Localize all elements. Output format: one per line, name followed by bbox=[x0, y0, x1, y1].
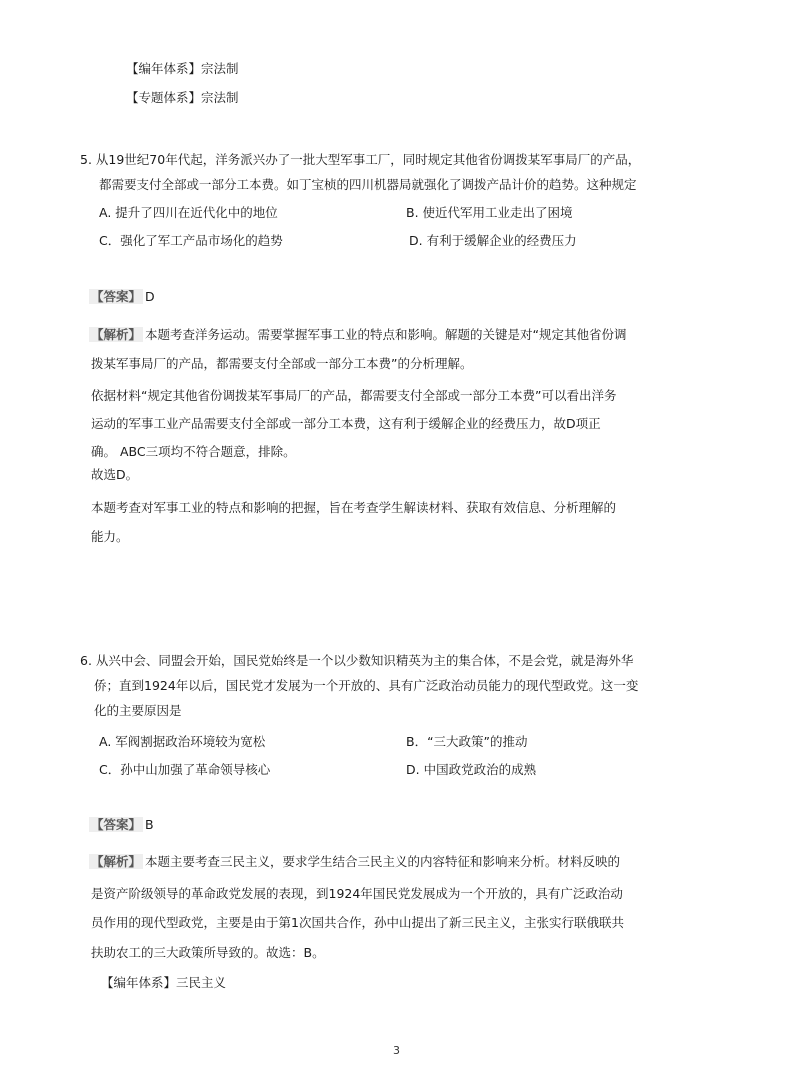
q6-option-d: D. 中国政党政治的成熟 bbox=[406, 762, 537, 777]
q5-option-d: D. 有利于缓解企业的经费压力 bbox=[409, 233, 577, 248]
q6-analysis-tag: 【解析】 bbox=[91, 854, 142, 869]
q5-analysis-line1: 【解析】 本题考查洋务运动。需要掌握军事工业的特点和影响。解题的关键是对“规定其他省份调 bbox=[91, 327, 627, 342]
q5-stem-line2: 都需要支付全部或一部分工本费。如丁宝桢的四川机器局就强化了调拨产品计价的趋势。这种规定 bbox=[99, 177, 637, 192]
q5-analysis-line2: 拨某军事局厂的产品，都需要支付全部或一部分工本费”的分析理解。 bbox=[91, 356, 473, 371]
page-number: 3 bbox=[393, 1044, 400, 1057]
q5-option-b: B. 使近代军用工业走出了困境 bbox=[406, 205, 573, 220]
q6-answer-tag: 【答案】 bbox=[91, 817, 142, 832]
q5-option-a: A. 提升了四川在近代化中的地位 bbox=[99, 205, 278, 220]
q6-chronology-system: 【编年体系】三民主义 bbox=[101, 975, 227, 990]
q5-analysis-line7: 本题考查对军事工业的特点和影响的把握，旨在考查学生解读材料、获取有效信息、分析理解的 bbox=[91, 500, 617, 515]
q6-analysis-line2: 是资产阶级领导的革命政党发展的表现，到1924年国民党发展成为一个开放的，具有广泛政治动 bbox=[91, 886, 623, 901]
q6-option-c: C．孙中山加强了革命领导核心 bbox=[99, 762, 271, 777]
q6-answer bbox=[89, 816, 154, 834]
q6-analysis-line4: 扶助农工的三大政策所导致的。故选：B。 bbox=[91, 945, 325, 960]
q5-answer-value: D bbox=[145, 289, 155, 304]
chronology-system-line: 【编年体系】宗法制 bbox=[126, 61, 239, 76]
q5-answer bbox=[89, 288, 155, 306]
q6-answer-value: B bbox=[145, 817, 154, 832]
q5-analysis-tag: 【解析】 bbox=[91, 327, 142, 342]
q5-answer-tag: 【答案】 bbox=[91, 289, 142, 304]
q5-analysis-line8: 能力。 bbox=[91, 529, 129, 544]
q5-analysis-line6: 故选D。 bbox=[91, 467, 139, 482]
q5-stem-line1: 5. 从19世纪70年代起，洋务派兴办了一批大型军事工厂，同时规定其他省份调拨某军事局厂的产品， bbox=[80, 152, 641, 167]
q5-analysis-line3: 依据材料“规定其他省份调拨某军事局厂的产品，都需要支付全部或一部分工本费”可以看出洋务 bbox=[91, 388, 617, 403]
q6-option-a: A. 军阀割据政治环境较为宽松 bbox=[99, 734, 266, 749]
q5-analysis-line5: 确。 ABC三项均不符合题意，排除。 bbox=[91, 444, 296, 459]
topic-system-line: 【专题体系】宗法制 bbox=[126, 90, 239, 105]
q6-option-b: B．“三大政策”的推动 bbox=[406, 734, 528, 749]
q6-analysis-line1: 【解析】 本题主要考查三民主义，要求学生结合三民主义的内容特征和影响来分析。材料反映的 bbox=[91, 854, 621, 869]
q5-option-c: C．强化了军工产品市场化的趋势 bbox=[99, 233, 283, 248]
q6-stem-line2: 侨；直到1924年以后，国民党才发展为一个开放的、具有广泛政治动员能力的现代型政党。这一变 bbox=[94, 678, 639, 693]
q6-stem-line3: 化的主要原因是 bbox=[94, 703, 182, 718]
q6-stem-line1: 6. 从兴中会、同盟会开始，国民党始终是一个以少数知识精英为主的集合体，不是会党，就是海外华 bbox=[80, 653, 634, 668]
q5-analysis-line4: 运动的军事工业产品需要支付全部或一部分工本费，这有利于缓解企业的经费压力，故D项正 bbox=[91, 416, 601, 431]
q6-analysis-line3: 员作用的现代型政党，主要是由于第1次国共合作，孙中山提出了新三民主义，主张实行联俄联共 bbox=[91, 915, 624, 930]
